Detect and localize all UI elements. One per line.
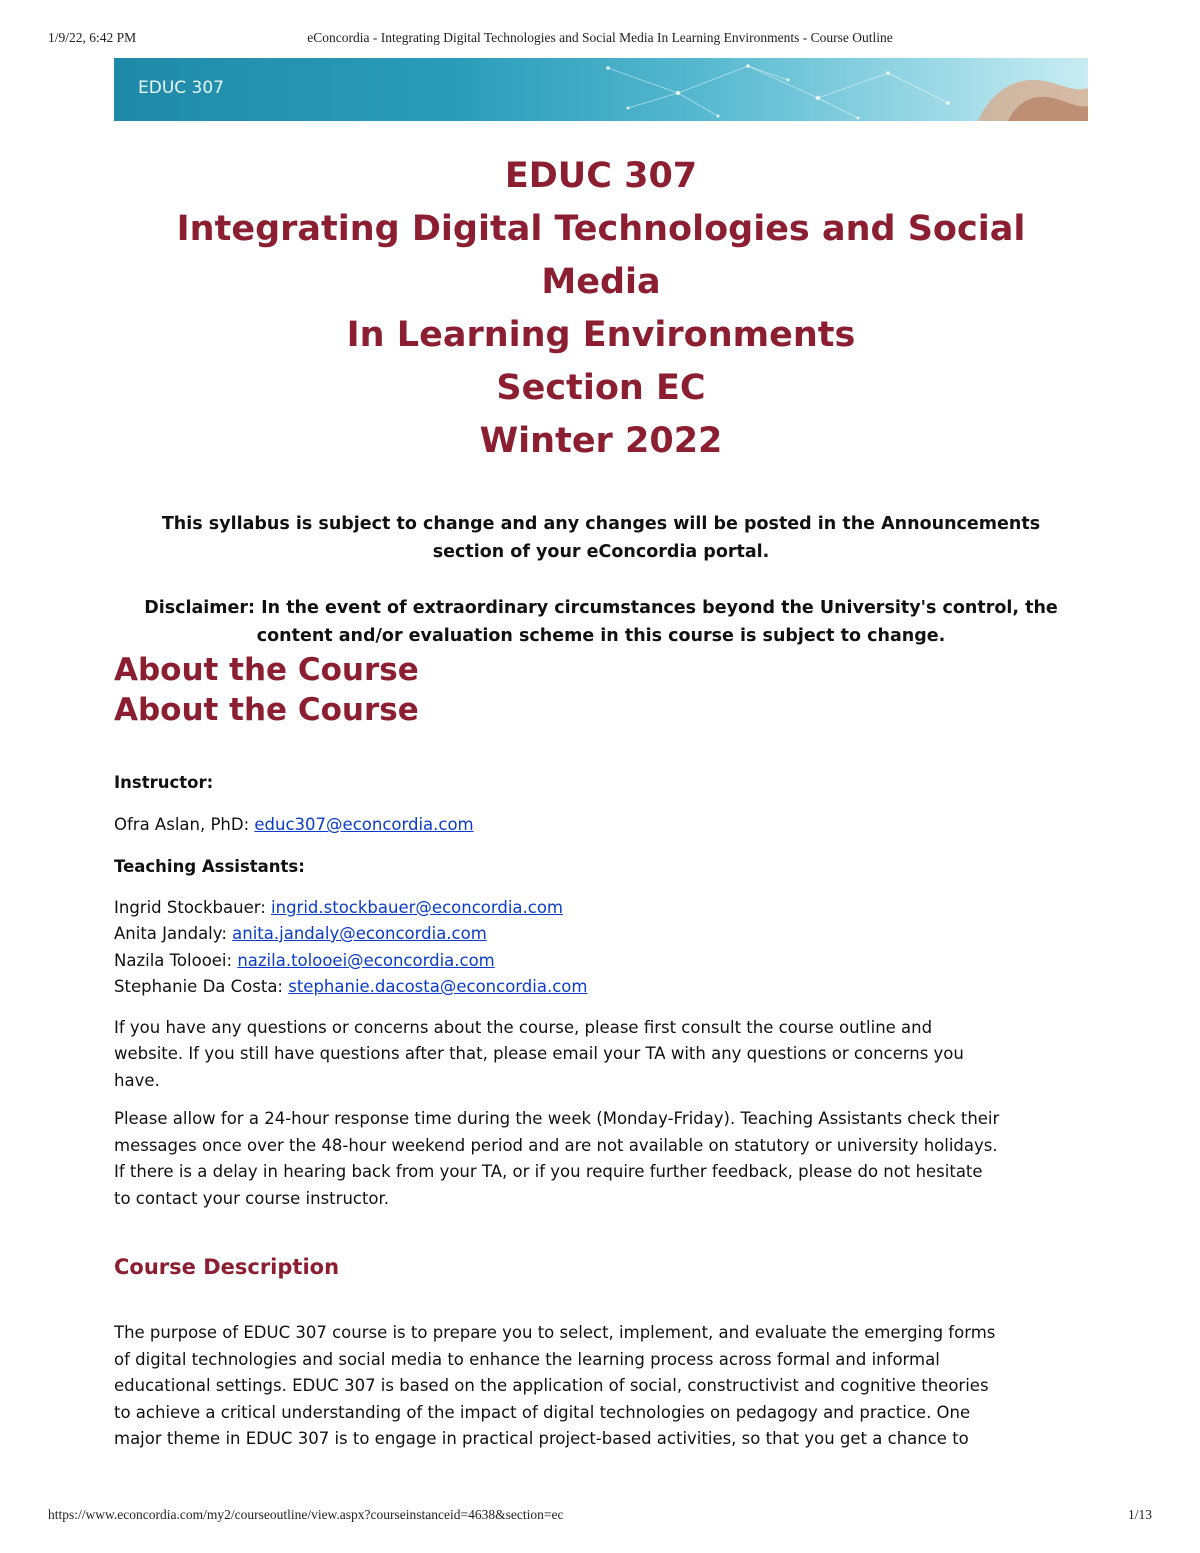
paragraph-line: educational settings. EDUC 307 is based on the application of social, constructivist and cognitive theories	[114, 1376, 989, 1395]
syllabus-change-notice	[114, 510, 1088, 566]
course-code-title: EDUC 307	[504, 156, 698, 196]
paragraph-line: to contact your course instructor.	[114, 1188, 390, 1208]
ta-name: Ingrid Stockbauer:	[114, 897, 272, 917]
paragraph-line: messages once over the 48-hour weekend period and are not available on statutory or university holidays.	[114, 1135, 998, 1155]
instructor-line	[114, 812, 1088, 839]
ta-name: Nazila Tolooei:	[114, 950, 238, 970]
questions-paragraph	[114, 1015, 1088, 1095]
instructor-label: Instructor:	[114, 773, 214, 792]
print-page-title: eConcordia - Integrating Digital Technologies and Social Media In Learning Environments - Course Outline	[307, 30, 893, 45]
ta-list	[114, 895, 1088, 1001]
course-description-paragraph	[114, 1320, 1088, 1453]
ta-name: Stephanie Da Costa:	[114, 977, 289, 996]
instructor-name: Ofra Aslan, PhD:	[114, 815, 255, 834]
print-header	[48, 30, 1152, 50]
print-date: 1/9/22, 6:42 PM	[48, 30, 137, 45]
ta-item	[114, 974, 1088, 1001]
instructor-email-link[interactable]: educ307@econcordia.com	[254, 815, 474, 834]
response-time-paragraph	[114, 1106, 1088, 1212]
ta-email-link[interactable]: anita.jandaly@econcordia.com	[232, 924, 487, 943]
ta-item	[114, 895, 1088, 922]
paragraph-line: of digital technologies and social media to enhance the learning process across formal and informal	[114, 1349, 940, 1369]
paragraph-line: have.	[114, 1070, 160, 1090]
paragraph-line: Please allow for a 24-hour response time during the week (Monday-Friday). Teaching Assistants check their	[114, 1109, 1000, 1128]
course-name-line-2: In Learning Environments	[346, 315, 856, 355]
paragraph-line: major theme in EDUC 307 is to engage in practical project-based activities, so that you get a chance to	[114, 1429, 969, 1448]
paragraph-line: The purpose of EDUC 307 course is to prepare you to select, implement, and evaluate the emerging forms	[114, 1323, 996, 1342]
course-section: Section EC	[496, 368, 706, 408]
notice-line: content and/or evaluation scheme in this course is subject to change.	[256, 626, 946, 646]
paragraph-line: If you have any questions or concerns about the course, please first consult the course outline and	[114, 1017, 933, 1037]
paragraph-line: website. If you still have questions after that, please email your TA with any questions or concerns you	[114, 1044, 964, 1063]
course-term: Winter 2022	[479, 421, 723, 461]
banner-network-graphic	[568, 58, 1088, 121]
ta-item	[114, 948, 1088, 975]
about-course-heading-repeat: About the Course	[114, 692, 419, 728]
print-url: https://www.econcordia.com/my2/courseoutline/view.aspx?courseinstanceid=4638&section=ec	[48, 1507, 564, 1522]
course-outline-content	[114, 150, 1088, 1453]
disclaimer-notice	[114, 594, 1088, 650]
ta-email-link[interactable]: ingrid.stockbauer@econcordia.com	[271, 897, 564, 917]
course-description-heading: Course Description	[114, 1255, 340, 1279]
banner-course-code: EDUC 307	[138, 78, 224, 98]
print-footer	[48, 1507, 1152, 1527]
teaching-assistants-label: Teaching Assistants:	[114, 856, 305, 876]
ta-item	[114, 921, 1088, 948]
course-title-block	[114, 150, 1088, 468]
course-name-line-1: Integrating Digital Technologies and Social Media	[176, 209, 1026, 302]
paragraph-line: If there is a delay in hearing back from your TA, or if you require further feedback, please do not hesitate	[114, 1162, 983, 1181]
ta-name: Anita Jandaly:	[114, 924, 233, 943]
course-banner	[114, 58, 1088, 121]
print-page-number: 1/13	[1127, 1507, 1152, 1522]
notice-line: Disclaimer: In the event of extraordinary circumstances beyond the University's control, the	[144, 598, 1058, 618]
notice-line: section of your eConcordia portal.	[432, 542, 770, 562]
notice-line: This syllabus is subject to change and any changes will be posted in the Announcements	[161, 514, 1041, 534]
ta-email-link[interactable]: stephanie.dacosta@econcordia.com	[288, 977, 588, 996]
paragraph-line: to achieve a critical understanding of the impact of digital technologies on pedagogy and practice. One	[114, 1402, 971, 1422]
about-course-heading: About the Course	[114, 652, 419, 688]
ta-email-link[interactable]: nazila.tolooei@econcordia.com	[237, 950, 495, 970]
